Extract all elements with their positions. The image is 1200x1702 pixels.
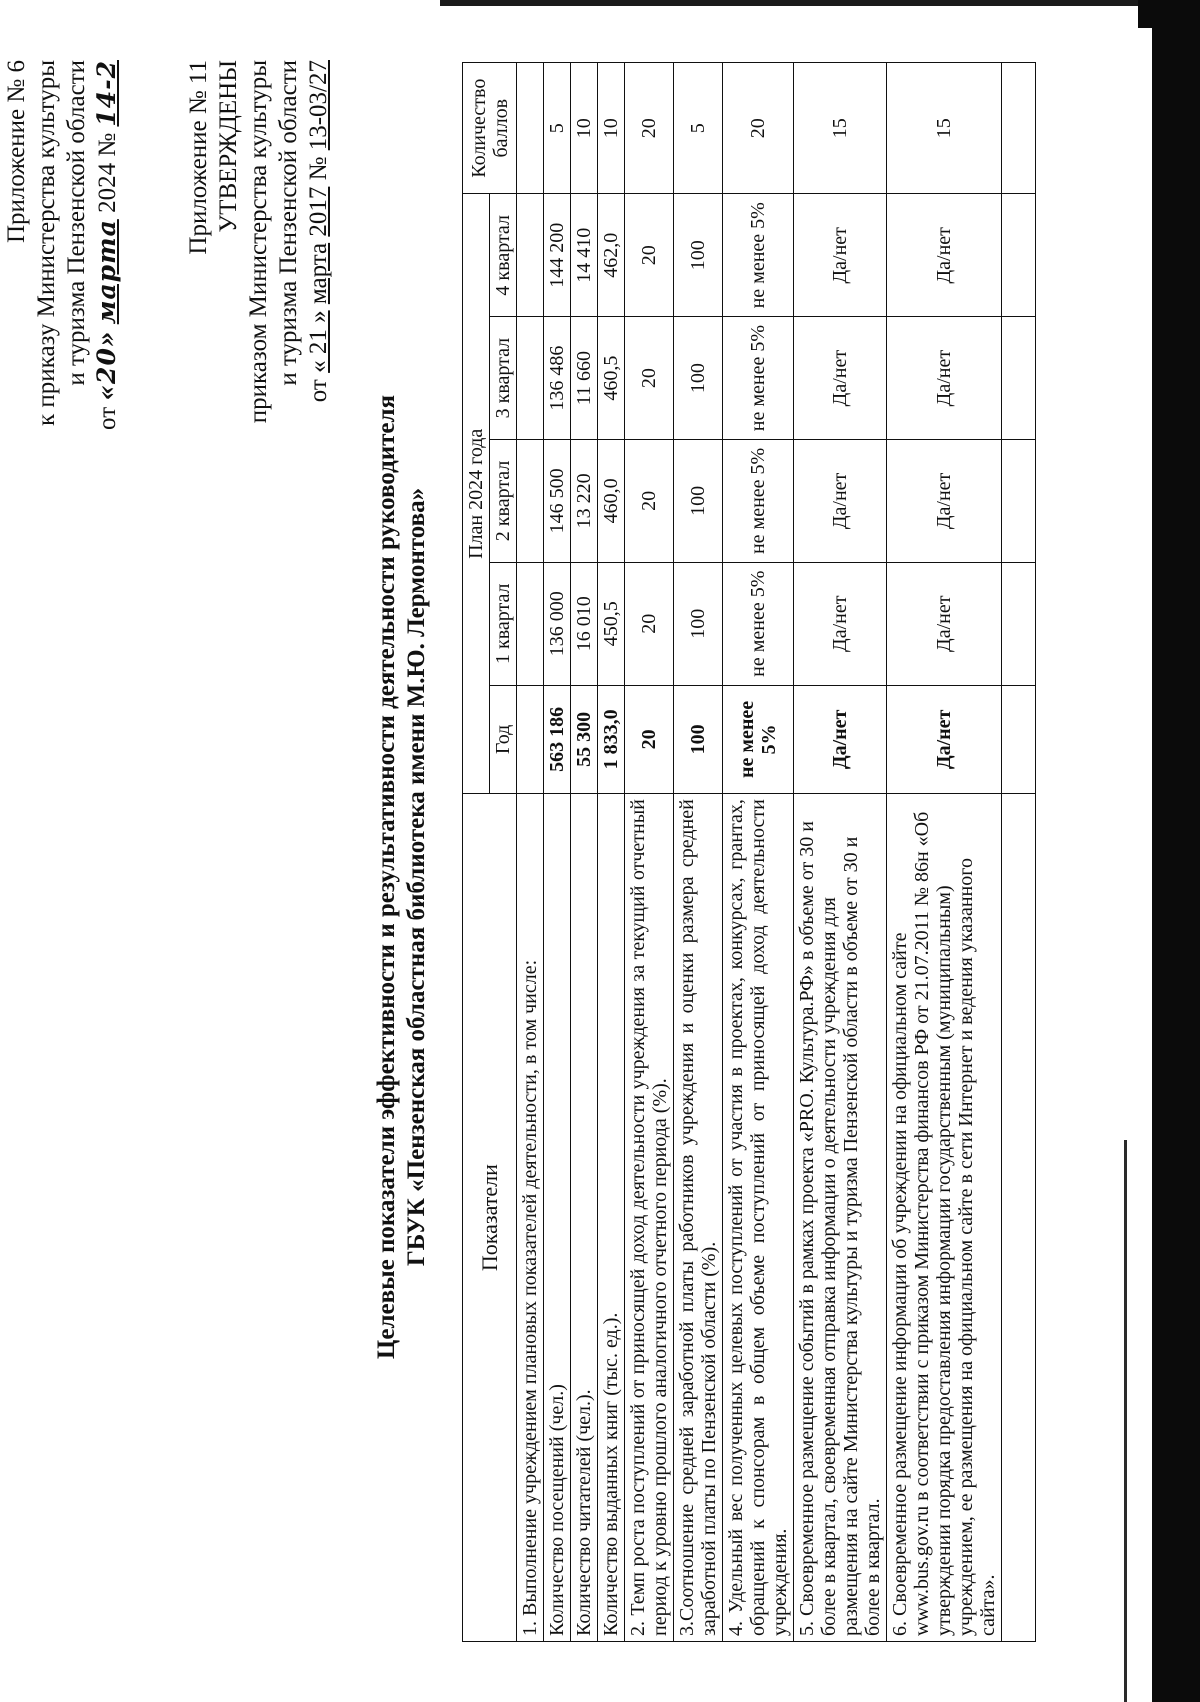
row-indicator: 3.Соотношение средней заработной платы работников учреждения и оценки размера средней заработной платы по Пензенской области (%). — [674, 794, 723, 1642]
row-indicator: 4. Удельный вес полученных целевых поступлений от участия в проектах, конкурсах, грантах, обращений к спонсорам в общем объеме поступлений от приносящей доход деятельности учреждения. — [723, 794, 794, 1642]
row-q1: Да/нет — [887, 562, 1002, 685]
row-q4 — [517, 194, 544, 317]
appendix-6-year: 2024 — [94, 162, 121, 213]
row-q3: 20 — [625, 317, 674, 440]
appendix-11-from: от — [305, 379, 332, 403]
appendix-11-year: 2017 — [305, 186, 332, 237]
table-row — [674, 63, 723, 1642]
row-indicator: 5. Своевременное размещение событий в рамках проекта «PRO. Культура.РФ» в объеме от 30 и более в квартал, своевременная отправка информации о деятельности учреждения для размещения на сайте Министерства культуры и туризма Пензенской области в объеме от 30 и более в квартал. — [794, 794, 887, 1642]
row-q1: Да/нет — [794, 562, 887, 685]
header-score: Количество баллов — [463, 63, 517, 194]
header-plan: План 2024 года — [463, 194, 490, 794]
row-indicator — [1002, 794, 1036, 1642]
row-score: 5 — [544, 63, 571, 194]
row-q3: 136 486 — [544, 317, 571, 440]
appendix-11-day: « 21 » — [305, 310, 332, 373]
row-q4: Да/нет — [794, 194, 887, 317]
table-row — [517, 63, 544, 1642]
row-indicator: 6. Своевременное размещение информации об учреждении на официальном сайте www.bus.gov.ru в соответствии с приказом Министерства финансов РФ от 21.07.2011 № 86н «Об утверждении порядка предоставления информации государственным (муниципальным) учреждением, ее размещения на официальном сайте в сети Интернет и ведения указанного сайта». — [887, 794, 1002, 1642]
row-q4: 462,0 — [598, 194, 625, 317]
row-q3: 460,5 — [598, 317, 625, 440]
row-q1: 136 000 — [544, 562, 571, 685]
row-year: 1 833,0 — [598, 685, 625, 794]
appendix-6-order-line: к приказу Министерства культуры — [33, 60, 60, 426]
row-q4: 14 410 — [571, 194, 598, 317]
appendix-11-header — [184, 60, 334, 423]
document-title — [372, 52, 432, 1702]
table-row — [887, 63, 1002, 1642]
header-indicators: Показатели — [463, 794, 517, 1642]
appendix-6-day: «20» — [92, 330, 121, 401]
row-q4: 144 200 — [544, 194, 571, 317]
row-indicator: Количество выданных книг (тыс. ед.). — [598, 794, 625, 1642]
row-q2: 20 — [625, 440, 674, 563]
appendix-6-num-label: № — [94, 132, 121, 157]
row-q1: 20 — [625, 562, 674, 685]
row-q2 — [1002, 440, 1036, 563]
row-score: 20 — [625, 63, 674, 194]
row-score: 15 — [794, 63, 887, 194]
row-score: 10 — [571, 63, 598, 194]
row-score — [1002, 63, 1036, 194]
table-header-row-1 — [463, 63, 490, 1642]
row-year — [517, 685, 544, 794]
row-q4: 100 — [674, 194, 723, 317]
appendix-6-from: от — [94, 406, 121, 430]
appendix-11-number: 13-03/27 — [305, 60, 332, 151]
table-row — [794, 63, 887, 1642]
row-q1: 16 010 — [571, 562, 598, 685]
row-score: 5 — [674, 63, 723, 194]
appendix-11-num-label: № — [305, 156, 332, 181]
appendix-6-month: марта — [92, 219, 121, 325]
row-score: 15 — [887, 63, 1002, 194]
row-indicator: Количество читателей (чел.). — [571, 794, 598, 1642]
row-score: 10 — [598, 63, 625, 194]
document-title-line-1: Целевые показатели эффективности и результативности деятельности руководителя — [373, 394, 400, 1360]
row-q1: не менее 5% — [723, 562, 794, 685]
row-q3 — [517, 317, 544, 440]
row-q1 — [1002, 562, 1036, 685]
document-title-line-2: ГБУК «Пензенская областная библиотека имени М.Ю. Лермонтова» — [403, 487, 430, 1267]
header-q4: 4 квартал — [490, 194, 517, 317]
row-q2: Да/нет — [887, 440, 1002, 563]
row-q3: Да/нет — [887, 317, 1002, 440]
appendix-11-ministry-line: и туризма Пензенской области — [275, 60, 302, 386]
row-q1: 450,5 — [598, 562, 625, 685]
row-indicator: 1. Выполнение учреждением плановых показателей деятельности, в том числе: — [517, 794, 544, 1642]
table-row — [598, 63, 625, 1642]
appendix-6-ministry-line: и туризма Пензенской области — [63, 60, 90, 386]
row-q4: не менее 5% — [723, 194, 794, 317]
table-row — [544, 63, 571, 1642]
appendix-6-date-line — [92, 60, 123, 430]
row-score — [517, 63, 544, 194]
row-indicator: Количество посещений (чел.) — [544, 794, 571, 1642]
row-q3 — [1002, 317, 1036, 440]
table-row — [625, 63, 674, 1642]
appendix-11-approved: УТВЕРЖДЕНЫ — [215, 60, 242, 233]
appendix-6-number: 14-2 — [92, 60, 121, 127]
row-q2: 13 220 — [571, 440, 598, 563]
appendix-6-header — [2, 60, 123, 430]
appendix-11-title: Приложение № 11 — [185, 60, 212, 255]
row-indicator: 2. Темп роста поступлений от приносящей доход деятельности учреждения за текущий отчетный период к уровню прошлого аналогичного отчетного периода (%). — [625, 794, 674, 1642]
row-q4 — [1002, 194, 1036, 317]
row-q2: Да/нет — [794, 440, 887, 563]
row-q3: 100 — [674, 317, 723, 440]
row-year: Да/нет — [794, 685, 887, 794]
row-year: 55 300 — [571, 685, 598, 794]
row-q2: не менее 5% — [723, 440, 794, 563]
indicators-table — [462, 62, 1036, 1642]
scan-edge-right — [1152, 0, 1200, 1702]
table-row — [723, 63, 794, 1642]
row-year: Да/нет — [887, 685, 1002, 794]
header-q3: 3 квартал — [490, 317, 517, 440]
appendix-11-order-line: приказом Министерства культуры — [245, 60, 272, 424]
row-q3: Да/нет — [794, 317, 887, 440]
row-q2: 146 500 — [544, 440, 571, 563]
table-row — [571, 63, 598, 1642]
row-year: не менее 5% — [723, 685, 794, 794]
header-q1: 1 квартал — [490, 562, 517, 685]
row-year — [1002, 685, 1036, 794]
appendix-6-title: Приложение № 6 — [3, 60, 30, 244]
row-q4: 20 — [625, 194, 674, 317]
row-score: 20 — [723, 63, 794, 194]
row-year: 100 — [674, 685, 723, 794]
row-q2: 100 — [674, 440, 723, 563]
table-row — [1002, 63, 1036, 1642]
row-year: 563 186 — [544, 685, 571, 794]
appendix-11-month: марта — [305, 242, 332, 305]
row-q2 — [517, 440, 544, 563]
header-year: Год — [490, 685, 517, 794]
row-q1 — [517, 562, 544, 685]
row-q3: 11 660 — [571, 317, 598, 440]
appendix-11-date-line — [304, 60, 334, 423]
row-q4: Да/нет — [887, 194, 1002, 317]
header-q2: 2 квартал — [490, 440, 517, 563]
row-q3: не менее 5% — [723, 317, 794, 440]
row-q1: 100 — [674, 562, 723, 685]
row-q2: 460,0 — [598, 440, 625, 563]
row-year: 20 — [625, 685, 674, 794]
